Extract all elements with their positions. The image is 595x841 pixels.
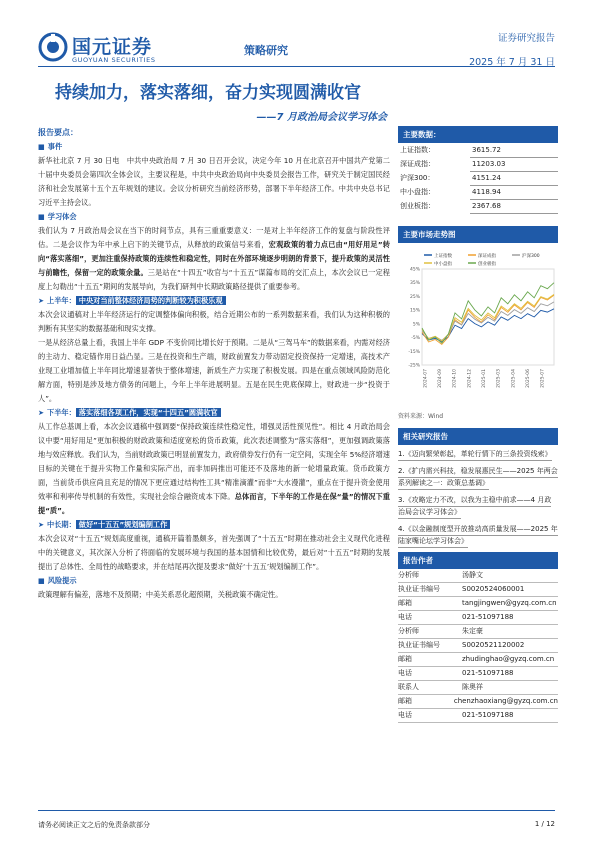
y-tick-label: 15% [409,308,420,314]
analyst-info-row [398,611,558,625]
data-value: 4151.24 [470,171,558,185]
mid-long-term-p1: 本次会议对“十五五”规划高度重视，通稿开篇着墨颇多，首先强调了“十五五”时期在推动社会主义现代化进程中的关键意义，其次深入分析了将面临的发展环境与我国的基本国情和比较优势，最后对“十五五”时期的发展提出了总体性、全局性的战略要求，并在结尾再次提及要求“做好‘十五五’规划编制工作”。 [38,534,390,571]
y-tick-label: -15% [408,349,420,355]
data-label: 中小盘指： [400,188,435,196]
analyst-header: 报告作者 [398,552,558,569]
analyst-info-row [398,667,558,681]
data-label: 深证成指： [400,160,435,168]
section-risk-title: ■ 风险提示 [38,576,77,585]
second-half-p1: 从工作总基调上看，本次会议通稿中强调要“保持政策连续性稳定性，增强灵活性预见性”。相比 4 月政治局会议中要“用好用足”更加积极的财政政策和适度宽松的货币政策，此次表述调整为“落实落细”，更加强调政策落地与效应释放。我们认为，当前财政政策已明显前置发力，政府债券发行仍有一定空间，实现全年 5%经济增速目标的关键在于提升实物工作量和实际产出，而非加码推出可能还不及落地的新一轮增量政策。货币政策方面，当前货币供应尚且充足的情况下更应通过结构性工具“精准滴灌”而非“大水漫灌”，重点在于提升资金使用效率和利率传导机制的有效性，实现社会综合融资成本下降。总体而言，下半年的工作是在保“量”的情况下重提“质”。 [38,422,390,515]
data-value: 11203.03 [470,157,558,171]
market-chart-header: 主要市场走势图 [398,226,558,243]
logo-text-cn: 国元证券 [72,36,153,58]
page-title: 持续加力，落实落细，奋力实现圆满收官 [55,83,361,103]
analyst-info-row [398,681,558,695]
market-chart-svg [398,247,558,407]
section-learn-title: ■ 学习体会 [38,212,77,221]
logo-mark-icon [38,32,68,62]
square-bullet-icon: ■ [38,212,45,221]
data-row [398,171,558,185]
analyst-info-row [398,709,558,723]
x-tick-label: 2025-06 [526,368,532,388]
section-event-title: ■ 事件 [38,142,63,151]
x-tick-label: 2024-12 [467,368,473,388]
y-tick-label: -5% [411,335,420,341]
analyst-info-label: 邮箱 [398,654,412,663]
related-reports-header: 相关研究报告 [398,428,558,445]
market-chart [398,247,558,417]
analyst-info-row [398,583,558,597]
footer-disclaimer: 请务必阅读正文之后的免责条款部分 [38,821,150,829]
subsection-second-half: ➤ 下半年： 落实落细各项工作，实现“十四五”圆满收官 [38,406,390,420]
company-logo [38,30,178,70]
main-body [38,126,390,602]
report-type: 策略研究 [244,44,288,57]
data-label: 创业板指： [400,202,435,210]
arrow-bullet-icon: ➤ [38,408,45,417]
data-value: 4118.94 [470,185,558,199]
square-bullet-icon: ■ [38,576,45,585]
analyst-info-row [398,639,558,653]
data-row [398,157,558,171]
related-report-link[interactable]: 4.《以金融制度型开放推动高质量发展——2025 年陆家嘴论坛学习体会》 [398,525,558,548]
analyst-info-row [398,569,558,583]
analyst-info-label: 联系人 [398,682,419,691]
subsection-first-half: ➤ 上半年： 中央对当前整体经济局势的判断较为积极乐观 [38,294,390,308]
logo-text-en: GUOYUAN SECURITIES [72,56,156,64]
analyst-info-value: 021-51097188 [462,668,514,677]
analyst-info-value: S0020521120002 [462,640,525,649]
main-data-table [398,143,558,214]
report-date: 2025 年 7 月 31 日 [469,57,555,68]
analyst-info-value[interactable]: zhudinghao@gyzq.com.cn [462,654,555,663]
arrow-bullet-icon: ➤ [38,520,45,529]
analyst-info-label: 邮箱 [398,598,412,607]
analyst-info-row [398,695,558,709]
related-reports-list [398,448,558,547]
analyst-info-value: 021-51097188 [462,710,514,719]
first-half-p2: 一是从经济总量上看，我国上半年 GDP 不变价同比增长好于预期。二是从“三驾马车”的数据来看，内需对经济的主动力、稳定锚作用日益凸显。三是在投资和生产端，财政前置发力带动固定投资保持一定增速，高技术产业现工业增加值上半年同比增速显著快于整体增速，新质生产力实现了积极发展。四是在重点领域风险防范化解方面，特别是涉及地方债务的问题上，今年上半年进展明显。五是在民生兜底保障上，财政进一步“投资于人”。 [38,338,390,403]
data-label: 上证指数： [400,146,435,154]
analyst-info-value: 汤静文 [462,570,483,579]
key-points-label: 报告要点： [38,128,78,137]
risk-text: 政策理解有偏差，落地不及预期；中美关系恶化超预期，关税政策不确定性。 [38,590,283,599]
related-report-item[interactable] [398,494,558,518]
x-tick-label: 2024-09 [438,368,444,388]
subsection-mid-long-term: ➤ 中长期： 做好“十五五”规划编制工作 [38,518,390,532]
event-text: 新华社北京 7 月 30 日电 中共中央政治局 7 月 30 日召开会议，决定今年 10 月在北京召开中国共产党第二十届中央委员会第四次全体会议，主要议程是，中共中央政治局向中央委员会报告工作，研究关于制定国民经济和社会发展第十五个五年规划的建议。会议分析研究当前经济形势，部署下半年经济工作。中共中央总书记习近平主持会议。 [38,156,390,207]
data-label: 沪深300： [400,174,435,182]
analyst-info-label: 电话 [398,710,412,719]
data-row [398,199,558,213]
analyst-info-row [398,625,558,639]
analyst-info-value: 朱定豪 [462,626,483,635]
related-report-item[interactable] [398,448,558,460]
learn-paragraph: 我们认为 7 月政治局会议在当下的时间节点，具有三重重要意义：一是对上半年经济工作的复盘与阶段性评估。二是会议作为年中承上启下的关键节点，从释放的政策信号来看，宏观政策的着力点已由“用好用足”转向“落实落细”，更加注重保持政策的连续性和稳定性，同时在外部环境逐步明朗的背景下，提升政策的灵活性与前瞻性，保留一定的政策余量。三是站在“十四五”收官与“十五五”谋篇布局的交汇点上，本次会议已一定程度上勾勒出“十五五”期间的发展导向，为我们研判中长期政策路径提供了重要参考。 [38,226,390,291]
legend-label: 上证指数 [434,253,452,259]
x-tick-label: 2025-04 [511,368,517,388]
analyst-info-row [398,597,558,611]
analyst-info-label: 分析师 [398,626,419,635]
analyst-info-value: 021-51097188 [462,612,514,621]
analyst-info-label: 邮箱 [398,696,412,705]
main-data-header: 主要数据： [398,126,558,143]
analyst-info-label: 电话 [398,612,412,621]
footer [38,810,555,830]
page-number: 1 / 12 [534,820,555,828]
y-tick-label: 5% [412,321,420,327]
x-tick-label: 2025-03 [496,368,502,388]
first-half-p1: 本次会议通稿对上半年经济运行的定调整体偏向积极，结合近期公布的一系列数据来看，我们认为这种积极的判断有其坚实的数据基础和现实支撑。 [38,310,390,333]
analyst-info-value: 陈奥祥 [462,682,483,691]
sidebar [398,126,558,723]
x-tick-label: 2024-10 [452,368,458,388]
analyst-info-value[interactable]: chenzhaoxiang@gyzq.com.cn [453,696,558,705]
legend-label: 创业板指 [478,261,496,267]
chart-source: 资料来源：Wind [398,412,444,420]
related-report-link[interactable]: 1.《迈向繁荣彰起，革轮行情下的三条投资线索》 [398,450,552,461]
related-report-link[interactable]: 3.《攻略定力不改，以我为主稳中前求——4 月政治局会议学习体会》 [398,496,551,519]
header-divider [38,66,555,67]
data-row [398,143,558,157]
y-tick-label: 45% [409,267,420,272]
header-right [469,30,555,78]
square-bullet-icon: ■ [38,142,45,151]
analyst-info-label: 执业证书编号 [398,640,440,649]
y-tick-label: 25% [409,294,420,300]
y-tick-label: 35% [409,280,420,286]
legend-label: 深证成指 [478,253,496,259]
related-report-link[interactable]: 2.《扩内需兴科技，稳发展惠民生——2025 年两会系列解读之一：政策总基调》 [398,467,558,490]
legend-label: 中小盘指 [434,261,452,267]
analyst-info-value[interactable]: tangjingwen@gyzq.com.cn [462,598,557,607]
arrow-bullet-icon: ➤ [38,296,45,305]
analyst-list [398,569,558,723]
report-category: 证券研究报告 [497,33,555,44]
data-row [398,185,558,199]
x-tick-label: 2025-01 [482,368,488,388]
legend-label: 沪深300 [522,253,540,259]
x-tick-label: 2025-07 [540,368,546,388]
analyst-info-row [398,653,558,667]
data-value: 3615.72 [470,143,558,157]
x-tick-label: 2024-07 [423,368,429,388]
analyst-info-label: 执业证书编号 [398,584,440,593]
analyst-info-label: 电话 [398,668,412,677]
analyst-info-value: S0020524060001 [462,584,525,593]
data-value: 2367.68 [470,199,558,213]
analyst-info-label: 分析师 [398,570,419,579]
related-report-item[interactable] [398,465,558,489]
related-report-item[interactable] [398,523,558,547]
y-tick-label: -25% [408,363,420,368]
page-subtitle: ——7 月政治局会议学习体会 [256,112,387,123]
